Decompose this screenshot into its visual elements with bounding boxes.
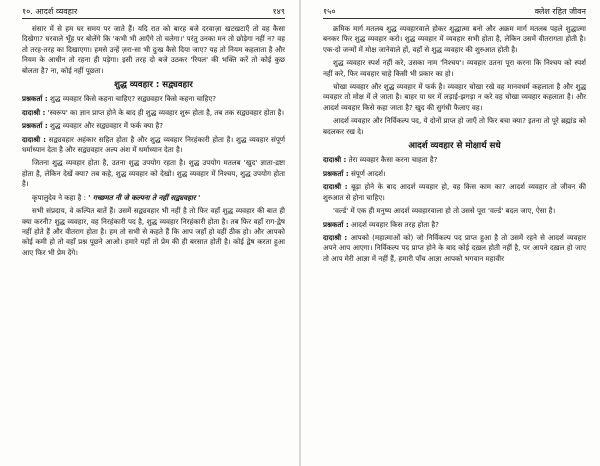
- dialogue-text: तेरा व्यवहार कैसा करना चाहता है?: [348, 155, 438, 165]
- dialogue-text: संपूर्ण आदर्श।: [350, 168, 386, 178]
- right-page: [301, 0, 600, 466]
- speaker-label: प्रश्नकर्ता :: [22, 94, 48, 104]
- speaker-label: प्रश्नकर्ता :: [22, 121, 48, 131]
- dialogue-answer-r2: [323, 182, 586, 203]
- dialogue-text: 'स्वरूप' का ज्ञान प्राप्त होने के बाद ही शुद्ध व्यवहार शुरू होता है, तब तक सद्व्यवहार होता है।: [47, 107, 285, 117]
- nishchay-paragraph: शुद्ध व्यवहार स्पर्श नहीं करे, उसका नाम 'निश्चय'। व्यवहार उतना पूरा करना कि निश्चय को स्पर्श नहीं करे, फिर व्यवहार चाहे किसी भी प्रकार का हो।: [323, 58, 586, 78]
- chapter-title: १०. आदर्श व्यवहार: [22, 7, 78, 16]
- dialogue-text: शुद्ध व्यवहार किसे कहना चाहिए? सद्व्यवहार किसे कहना चाहिए?: [49, 94, 217, 104]
- speaker-label: दादाश्री :: [22, 107, 46, 117]
- quote-text: ' गच्छमत नी जे कल्पना ते नहीं सद्व्यवहार ': [88, 192, 201, 202]
- dialogue-question-r2: [323, 220, 586, 230]
- left-page-number: १४९: [272, 7, 285, 16]
- book-title: क्लेश रहित जीवन: [534, 7, 586, 16]
- right-page-header: [323, 6, 586, 19]
- section-heading-adarsh-vyavhar: आदर्श व्यवहार से मोक्षार्थ सधे: [408, 141, 501, 152]
- dialogue-question-2: [22, 121, 285, 131]
- intro-paragraph: संसार में से हम घर समय पर जाते हैं। यदि रात को बारह बजे दरवाज़ा खटखटाएँ तो वह कैसा दिखेगा? घरवाले भूँह पर बोलेंगे कि 'कभी भी आएँगे तो चलेगा।' परंतु उनका मन तो छोड़ेगा नहीं न? वह तो तरह-तरह का दिखाएगा। हमसे उन्हें ज़रा-सा भी दुःख कैसे दिया जाए? यह तो नियम कहलाता है और नियम के आधीन तो रहना ही पड़ेगा। इसी तरह दो बजे उठकर 'रियल' की भक्ति करें तो कोई कुछ बोलता है? ना, कोई नहीं पूछता।: [22, 24, 285, 75]
- section-heading-shuddh-vyavhar: शुद्ध व्यवहार : सद्व्यवहार: [114, 80, 193, 91]
- right-page-number: १५०: [323, 7, 336, 16]
- speaker-label: दादाश्री :: [323, 232, 348, 242]
- speaker-label: दादाश्री :: [323, 155, 347, 165]
- chokha-paragraph: चोखा व्यवहार और शुद्ध व्यवहार में फर्क है। व्यवहार चोखा रखे वह मानवधर्म कहलाता है और शुद्ध व्यवहार तो मोक्ष में ले जाता है। बाहर या घर में लड़ाई-झगड़ा न करे वह चोखा व्यवहार कहलाता है। और आदर्श व्यवहार किसे कहा जाता है? खुद की सुगंधी फैलाए वह।: [323, 82, 586, 112]
- left-page-body: [22, 24, 285, 261]
- quote-lead: कृपालुदेव ने कहा है :: [32, 192, 86, 202]
- dialogue-question-r1: [323, 169, 586, 179]
- kripaludev-quote-line: [22, 193, 285, 203]
- left-page: [0, 0, 299, 466]
- dialogue-text: बूढ़ा होने के बाद आदर्श व्यवहार हो, वह किस काम का? आदर्श व्यवहार तो जीवन की शुरुआत से होना चाहिए।: [323, 182, 586, 202]
- dialogue-text: शुद्ध व्यवहार और सद्व्यवहार में फर्क क्या है?: [49, 121, 164, 131]
- nirvikalp-paragraph: आदर्श व्यवहार और निर्विकल्प पद, ये दोनों प्राप्त हो जाएँ तो फिर बचा क्या? इतना तो पूरे ब्रह्मांड को बदलकर रख दे।: [323, 116, 586, 136]
- world-paragraph: 'वर्ल्ड' में एक ही मनुष्य आदर्श व्यवहारवाला हो तो उससे पूरा 'वर्ल्ड' बदल जाए, ऐसा है।: [333, 206, 556, 216]
- dialogue-text: आपको (महात्माओं को) जो निर्विकल्प पद प्राप्त हुआ है तो उसमें रहने से आदर्श व्यवहार अपने आप आएगा। निर्विकल्प पद प्राप्त होने के बाद कोई दख़ल होती नहीं है, पर आपने दख़ल हो जाए तो आप मेरी आज्ञा में नहीं हैं, हमारी पाँच आज्ञा आपको भगवान महावीर: [323, 232, 587, 263]
- dialogue-answer-r1: [323, 155, 586, 165]
- kramik-paragraph: क्रमिक मार्ग मतलब शुद्ध व्यवहारवाले होकर शुद्धात्मा बनो और अक्रम मार्ग मतलब पहले शुद्धात्मा बनकर फिर शुद्ध व्यवहार करो। शुद्ध व्यवहार में व्यवहार सभी होता है, लेकिन उसमें वीतरागता होती है। एक-दो जन्मों में मोक्ष जानेवाले हों, वहाँ से शुद्ध व्यवहार की शुरुआत होती है।: [323, 24, 586, 54]
- speaker-label: दादाश्री :: [323, 182, 348, 192]
- left-page-header: [22, 6, 285, 19]
- right-page-body: [323, 24, 586, 267]
- dialogue-answer-r3: [323, 233, 586, 264]
- dialogue-text: सद्व्यवहार अहंकार सहित होता है और शुद्ध व्यवहार निरहंकारी होता है। शुद्ध व्यवहार संपूर्ण धर्माध्यान देता है और सद्व्यवहार अल्प अंश में धर्माध्यान देता है।: [22, 134, 285, 155]
- sampraday-paragraph: सभी संप्रदाय, वे कल्पित बातें हैं। उसमें सद्व्यवहार भी नहीं है तो फिर वहाँ शुद्ध व्यवहार की बात ही क्या करनी? शुद्ध व्यवहार, वह निरहंकारी पद है, शुद्ध व्यवहार निरहंकारी होता है। तब फिर वहाँ राग-द्वेष नहीं होते हैं और वीतराग होता है। हम तो सभी से कहते हैं कि आप जहाँ हो वहीं ठीक हो। और आपको कोई कमी हो तो वहाँ प्रश्न पूछने आओ। हमारे यहाँ तो प्रेम की ही बरसात होती है। कोई द्वेष करता हुआ आए फिर भी प्रेम देंगे।: [22, 206, 285, 257]
- speaker-label: प्रश्नकर्ता :: [323, 168, 349, 178]
- speaker-label: दादाश्री :: [22, 134, 46, 144]
- dialogue-answer-2: [22, 135, 285, 156]
- dialogue-question-1: [22, 94, 285, 104]
- dialogue-answer-1: [22, 108, 285, 118]
- dialogue-text: आदर्श व्यवहार किस तरह होता है?: [350, 219, 439, 229]
- speaker-label: प्रश्नकर्ता :: [323, 219, 349, 229]
- upyog-paragraph: जितना शुद्ध व्यवहार होता है, उतना शुद्ध उपयोग रहता है। शुद्ध उपयोग मतलब 'खुद' ज्ञाता-द्रष्टा होता है, लेकिन देखें क्या? तब कहे, शुद्ध व्यवहार को देखो। शुद्ध व्यवहार में निश्चय, शुद्ध उपयोग होता है।: [22, 158, 285, 189]
